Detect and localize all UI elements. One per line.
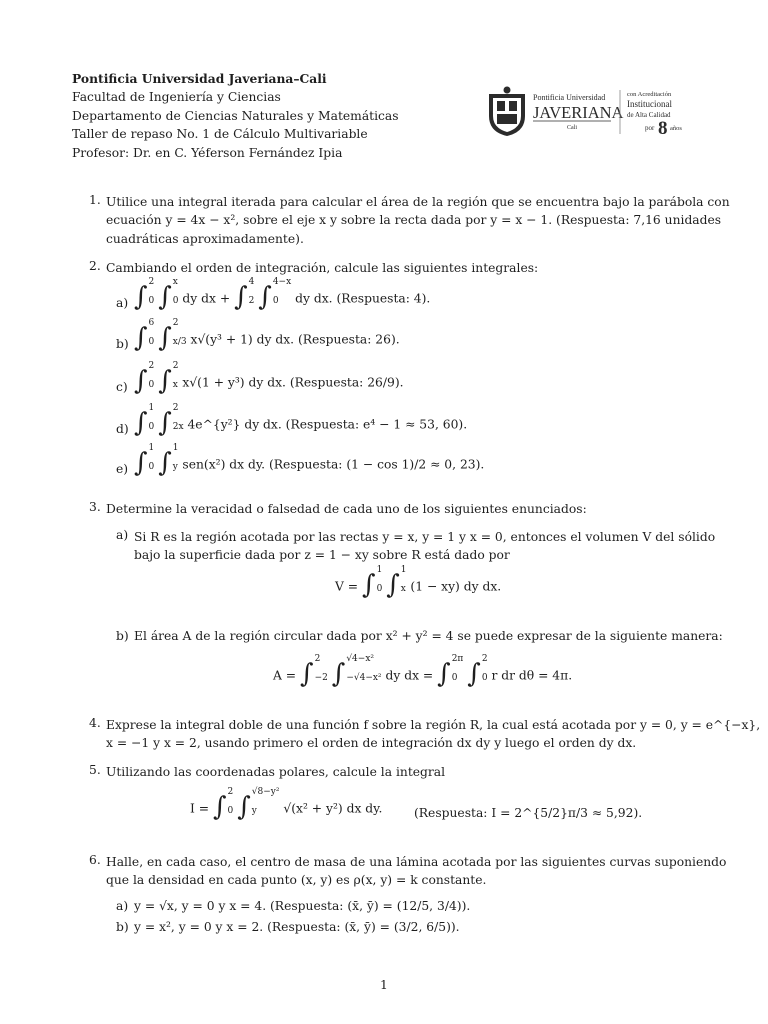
- problem-3b-equation: A = ∫ 2 −2 ∫ √4−x² −√4−x² dy dx = ∫ 2π 0 ∫ 2 0 r dr dθ = 4π.: [273, 654, 573, 689]
- crest-icon: [489, 87, 525, 137]
- problem-6-line-2: que la densidad en cada punto (x, y) es ρ(x, y) = k constante.: [106, 873, 487, 888]
- problem-2e-label: e): [116, 462, 129, 476]
- problem-5-equation: I = ∫ 2 0 ∫ √8−y² y √(x² + y²) dx dy.: [190, 787, 383, 822]
- problem-3a-line-1: Si R es la región acotada por las rectas y = x, y = 1 y x = 0, entonces el volumen V del sólido: [134, 530, 716, 544]
- institution-name: Pontificia Universidad Javeriana–Cali: [72, 71, 327, 86]
- problem-2e-text: sen(x²) dx dy. (Respuesta: (1 − cos 1)/2 ≈ 0, 23).: [182, 457, 485, 472]
- problem-3a-equation: V = ∫ 1 0 ∫ 1 x (1 − xy) dy dx.: [335, 565, 502, 600]
- problem-6b-text: y = x², y = 0 y x = 2. (Respuesta: (x̄, ȳ) = (3/2, 6/5)).: [134, 920, 460, 934]
- faculty-name: Facultad de Ingeniería y Ciencias: [72, 90, 281, 105]
- problem-2b-text: x√(y³ + 1) dy dx. (Respuesta: 26).: [190, 332, 400, 347]
- problem-3b-label: b): [116, 629, 129, 643]
- problem-3a-eq-lhs: V =: [335, 579, 359, 594]
- problem-2b-label: b): [116, 337, 129, 351]
- problem-5-text: Utilizando las coordenadas polares, calcule la integral: [106, 765, 446, 779]
- logo-line-2: JAVERIANA: [533, 103, 624, 122]
- problem-3-number: 3.: [89, 500, 101, 514]
- problem-3-text: Determine la veracidad o falsedad de cada uno de los siguientes enunciados:: [106, 502, 587, 516]
- problem-2c-expression: ∫ 2 0 ∫ 2 x x√(1 + y³) dy dx. (Respuesta: 26/9).: [134, 361, 404, 396]
- problem-2d-expression: ∫ 1 0 ∫ 2 2x 4e^{y²} dy dx. (Respuesta: e⁴ − 1 ≈ 53, 60).: [134, 403, 468, 438]
- problem-6a-label: a): [116, 899, 129, 913]
- accreditation-line-3: de Alta Calidad: [627, 111, 671, 119]
- problem-5-number: 5.: [89, 763, 101, 777]
- logo-line-1: Pontificia Universidad: [533, 93, 606, 102]
- problem-6-text: [106, 853, 726, 890]
- problem-3a-label: a): [116, 528, 129, 542]
- problem-2b-expression: ∫ 6 0 ∫ 2 x/3 x√(y³ + 1) dy dx. (Respuesta: 26).: [134, 318, 400, 353]
- problem-2-number: 2.: [89, 259, 101, 273]
- problem-6-number: 6.: [89, 853, 101, 867]
- problem-6-line-1: Halle, en cada caso, el centro de masa de una lámina acotada por las siguientes curvas suponiendo: [106, 855, 727, 869]
- logo-line-3: Cali: [567, 125, 577, 131]
- problem-5-answer: (Respuesta: I = 2^{5/2}π/3 ≈ 5,92).: [414, 806, 643, 820]
- problem-3b-eq-lhs: A =: [273, 668, 297, 683]
- problem-3a-eq-rhs: (1 − xy) dy dx.: [410, 579, 502, 594]
- accreditation-years-number: 8: [658, 118, 668, 138]
- header-block: [72, 70, 399, 162]
- problem-4-text: [106, 716, 760, 753]
- page-number: 1: [380, 978, 388, 992]
- problem-2c-text: x√(1 + y³) dy dx. (Respuesta: 26/9).: [182, 375, 404, 390]
- problem-2c-label: c): [116, 380, 128, 394]
- problem-2a-part-1: dy dx +: [182, 291, 231, 306]
- accreditation-por: por: [645, 124, 655, 132]
- problem-2a-label: a): [116, 296, 129, 310]
- problem-6b-label: b): [116, 920, 129, 934]
- problem-2e-expression: ∫ 1 0 ∫ 1 y sen(x²) dx dy. (Respuesta: (1 − cos 1)/2 ≈ 0, 23).: [134, 443, 485, 478]
- problem-6a-text: y = √x, y = 0 y x = 4. (Respuesta: (x̄, ȳ) = (12/5, 3/4)).: [134, 899, 471, 913]
- department-name: Departamento de Ciencias Naturales y Matemáticas: [72, 108, 399, 123]
- course-title: Taller de repaso No. 1 de Cálculo Multivariable: [72, 127, 368, 142]
- problem-1-number: 1.: [89, 193, 101, 207]
- problem-2a-expression: ∫ 2 0 ∫ x 0 dy dx + ∫ 4 2 ∫ 4−x 0 dy dx. (Respuesta: 4).: [134, 277, 431, 312]
- problem-3b-eq-mid: dy dx =: [385, 668, 434, 683]
- accreditation-years-label: años: [670, 125, 682, 132]
- problem-2d-label: d): [116, 422, 129, 436]
- problem-1-line-2: ecuación y = 4x − x², sobre el eje x y sobre la recta dada por y = x − 1. (Respuesta: 7,16 unidades: [106, 213, 722, 228]
- accreditation-line-1: con Acreditación: [627, 91, 672, 98]
- problem-1-text: [106, 193, 730, 248]
- problem-1-line-3: cuadráticas aproximadamente).: [106, 231, 304, 246]
- problem-3b-eq-rhs: r dr dθ = 4π.: [491, 668, 573, 683]
- problem-4-number: 4.: [89, 716, 101, 730]
- problem-4-line-1: Exprese la integral doble de una función f sobre la región R, la cual está acotada por y = 0, y = e^{−x},: [106, 718, 761, 732]
- problem-1-line-1: Utilice una integral iterada para calcular el área de la región que se encuentra bajo la parábola con: [106, 195, 730, 209]
- problem-4-line-2: x = −1 y x = 2, usando primero el orden de integración dx dy y luego el orden dy dx.: [106, 736, 637, 751]
- problem-3a-text: [134, 528, 715, 565]
- problem-2d-text: 4e^{y²} dy dx. (Respuesta: e⁴ − 1 ≈ 53, 60).: [187, 417, 468, 432]
- problem-3a-line-2: bajo la superficie dada por z = 1 − xy sobre R está dado por: [134, 548, 510, 563]
- university-logo: [486, 86, 698, 138]
- accreditation-line-2: Institucional: [627, 99, 672, 109]
- professor-name: Profesor: Dr. en C. Yéferson Fernández Ipia: [72, 145, 343, 160]
- problem-2a-part-2: dy dx. (Respuesta: 4).: [295, 291, 431, 306]
- problem-2-text: Cambiando el orden de integración, calcule las siguientes integrales:: [106, 261, 539, 275]
- problem-5-eq-lhs: I =: [190, 801, 210, 816]
- problem-3b-text: El área A de la región circular dada por x² + y² = 4 se puede expresar de la siguiente manera:: [134, 629, 723, 643]
- problem-5-eq-rhs: √(x² + y²) dx dy.: [283, 801, 383, 816]
